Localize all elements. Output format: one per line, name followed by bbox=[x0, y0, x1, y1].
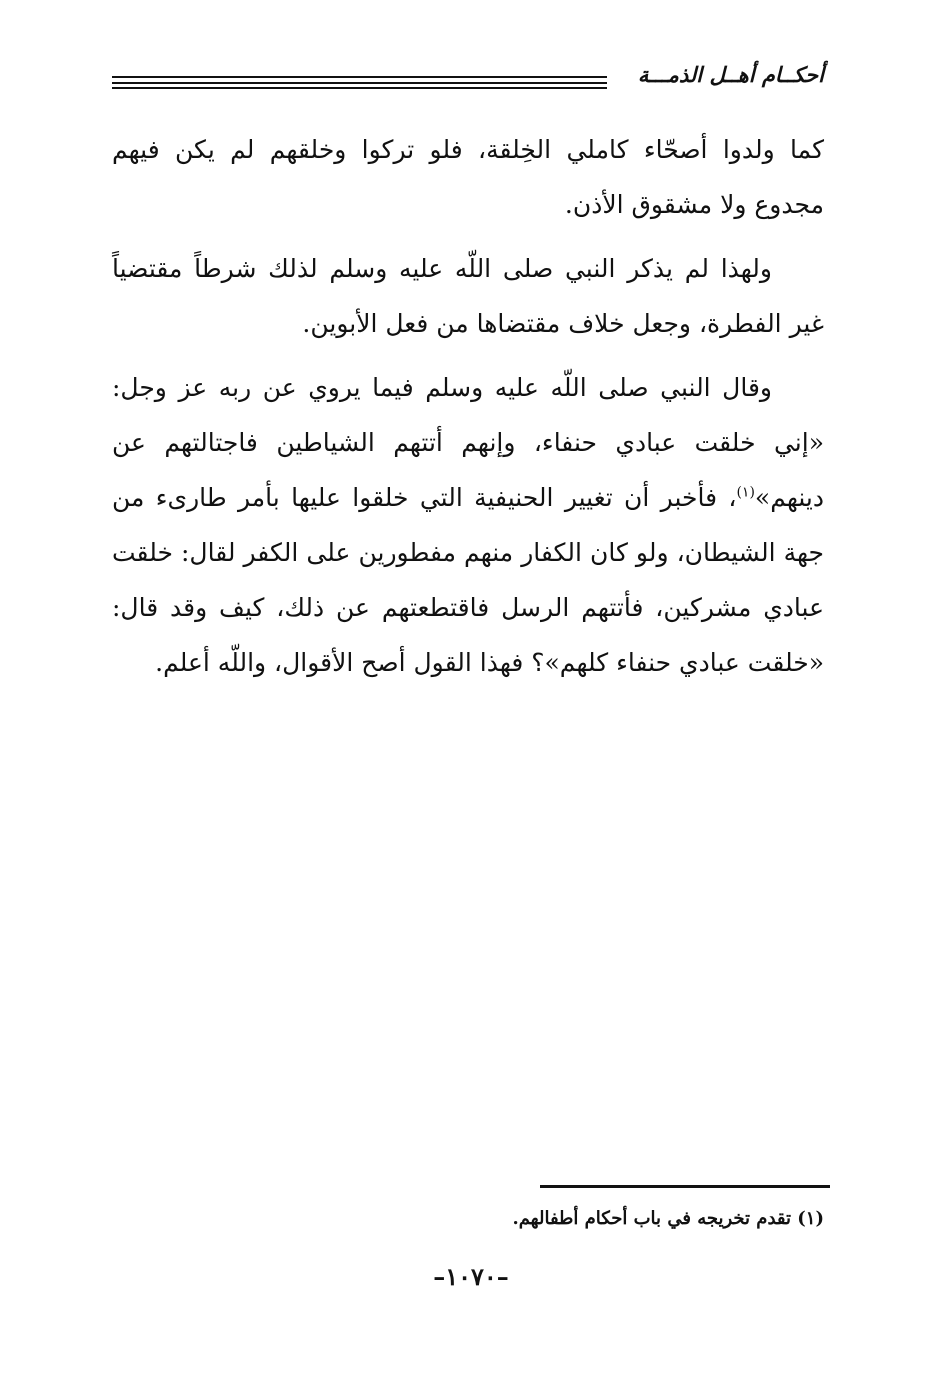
footnote-separator bbox=[540, 1185, 830, 1188]
body-text bbox=[112, 122, 824, 699]
running-header bbox=[112, 62, 824, 96]
header-title: أحكــام أهــل الذمـــة bbox=[637, 62, 824, 87]
page-number: –١٠٧٠– bbox=[433, 1262, 509, 1291]
footnote-reference[interactable]: (١) bbox=[736, 484, 755, 501]
header-rule-line bbox=[112, 87, 607, 89]
paragraph-3-part-2: ، فأخبر أن تغيير الحنيفية التي خلقوا عليها بأمر طارىء من جهة الشيطان، ولو كان الكفار منهم مفطورين على الكفر لقال: خلقت عبادي مشركين، فأتتهم الرسل فاقتطعتهم عن ذلك، كيف وقد قال: «خلقت عبادي حنفاء كلهم»؟ فهذا القول أصح الأقوال، واللّه أعلم. bbox=[112, 483, 824, 677]
paragraph-1: كما ولدوا أصحّاء كاملي الخِلقة، فلو تركوا وخلقهم لم يكن فيهم مجدوع ولا مشقوق الأذن. bbox=[112, 135, 824, 219]
header-rule-line bbox=[112, 76, 607, 78]
paragraph-2: ولهذا لم يذكر النبي صلى اللّه عليه وسلم لذلك شرطاً مقتضياً غير الفطرة، وجعل خلاف مقتضاها من فعل الأبوين. bbox=[112, 254, 824, 338]
paragraph-3-part-1: وقال النبي صلى اللّه عليه وسلم فيما يروي عن ربه عز وجل: «إني خلقت عبادي حنفاء، وإنهم أتتهم الشياطين فاجتالتهم عن دينهم» bbox=[112, 373, 824, 512]
paragraph-3 bbox=[112, 360, 824, 690]
header-rule-line bbox=[112, 82, 607, 84]
footnote: (١) تقدم تخريجه في باب أحكام أطفالهم. bbox=[512, 1208, 824, 1229]
